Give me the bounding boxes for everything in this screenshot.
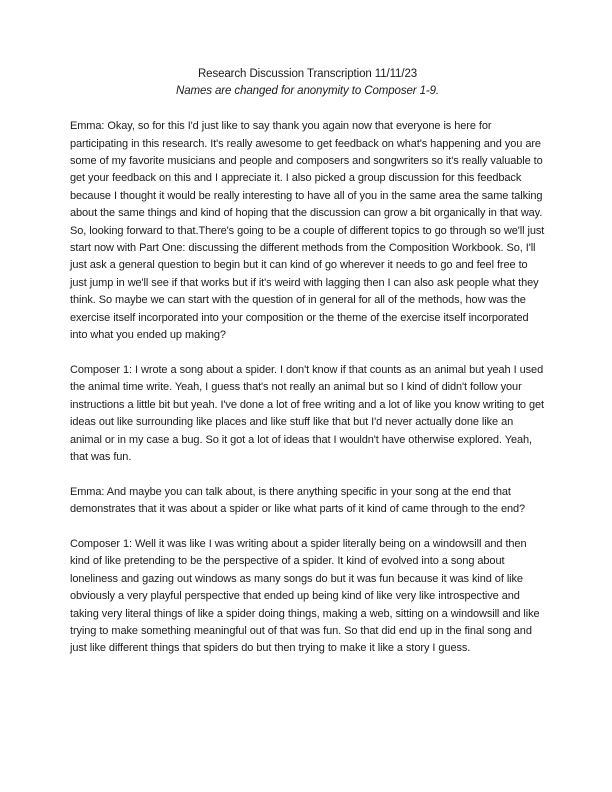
paragraph-emma-followup: Emma: And maybe you can talk about, is there anything specific in your song at the end that demonstrates that it was about a spider or like what parts of it kind of came through to the end?	[70, 485, 526, 516]
document-title: Research Discussion Transcription 11/11/23	[197, 68, 418, 80]
paragraph-composer1-windowsill: Composer 1: Well it was like I was writing about a spider literally being on a windowsill and then kind of like pretending to be the perspective of a spider. It kind of evolved into a song about loneliness and gazing out windows as many songs do but it was fun because it was kind of like obviously a very playful perspective that ended up being kind of like very like introspective and taking very literal things of like a spider doing things, making a web, sitting on a windowsill and like trying to make something meaningful out of that was fun. So that did end up in the final song and just like different things that spiders do but then trying to make it like a story I guess.	[70, 537, 540, 655]
paragraph-emma-intro: Emma: Okay, so for this I'd just like to say thank you again now that everyone is here for participating in this research. It's really awesome to get feedback on what's happening and you are some of my favorite musicians and people and composers and songwriters so it's really valuable to get your feedback on this and I appreciate it. I also picked a group discussion for this feedback because I thought it would be really interesting to have all of you in the same area the same talking about the same things and kind of hoping that the discussion can grow a bit organically in that way. So, looking forward to that.There's going to be a couple of different topics to go through so we'll just start now with Part One: discussing the different methods from the Composition Workbook. So, I'll just ask a general question to begin but it can kind of go wherever it needs to go and feel free to just jump in we'll see if that works but if it's weird with lagging then I can also ask people what they think. So maybe we can start with the question of in general for all of the methods, how was the exercise itself incorporated into your composition or the theme of the exercise itself incorporated into what you ended up making?	[70, 120, 545, 342]
document-subtitle: Names are changed for anonymity to Composer 1-9.	[175, 85, 440, 98]
paragraph-composer1-spider: Composer 1: I wrote a song about a spider. I don't know if that counts as an animal but yeah I used the animal time write. Yeah, I guess that's not really an animal but so I kind of didn't follow your instructions a little bit but yeah. I've done a lot of free writing and a lot of like you know writing to get ideas out like surrounding like places and like stuff like that but I'd never actually done like an animal or in my case a bug. So it got a lot of ideas that I wouldn't have otherwise explored. Yeah, that was fun.	[70, 363, 544, 463]
